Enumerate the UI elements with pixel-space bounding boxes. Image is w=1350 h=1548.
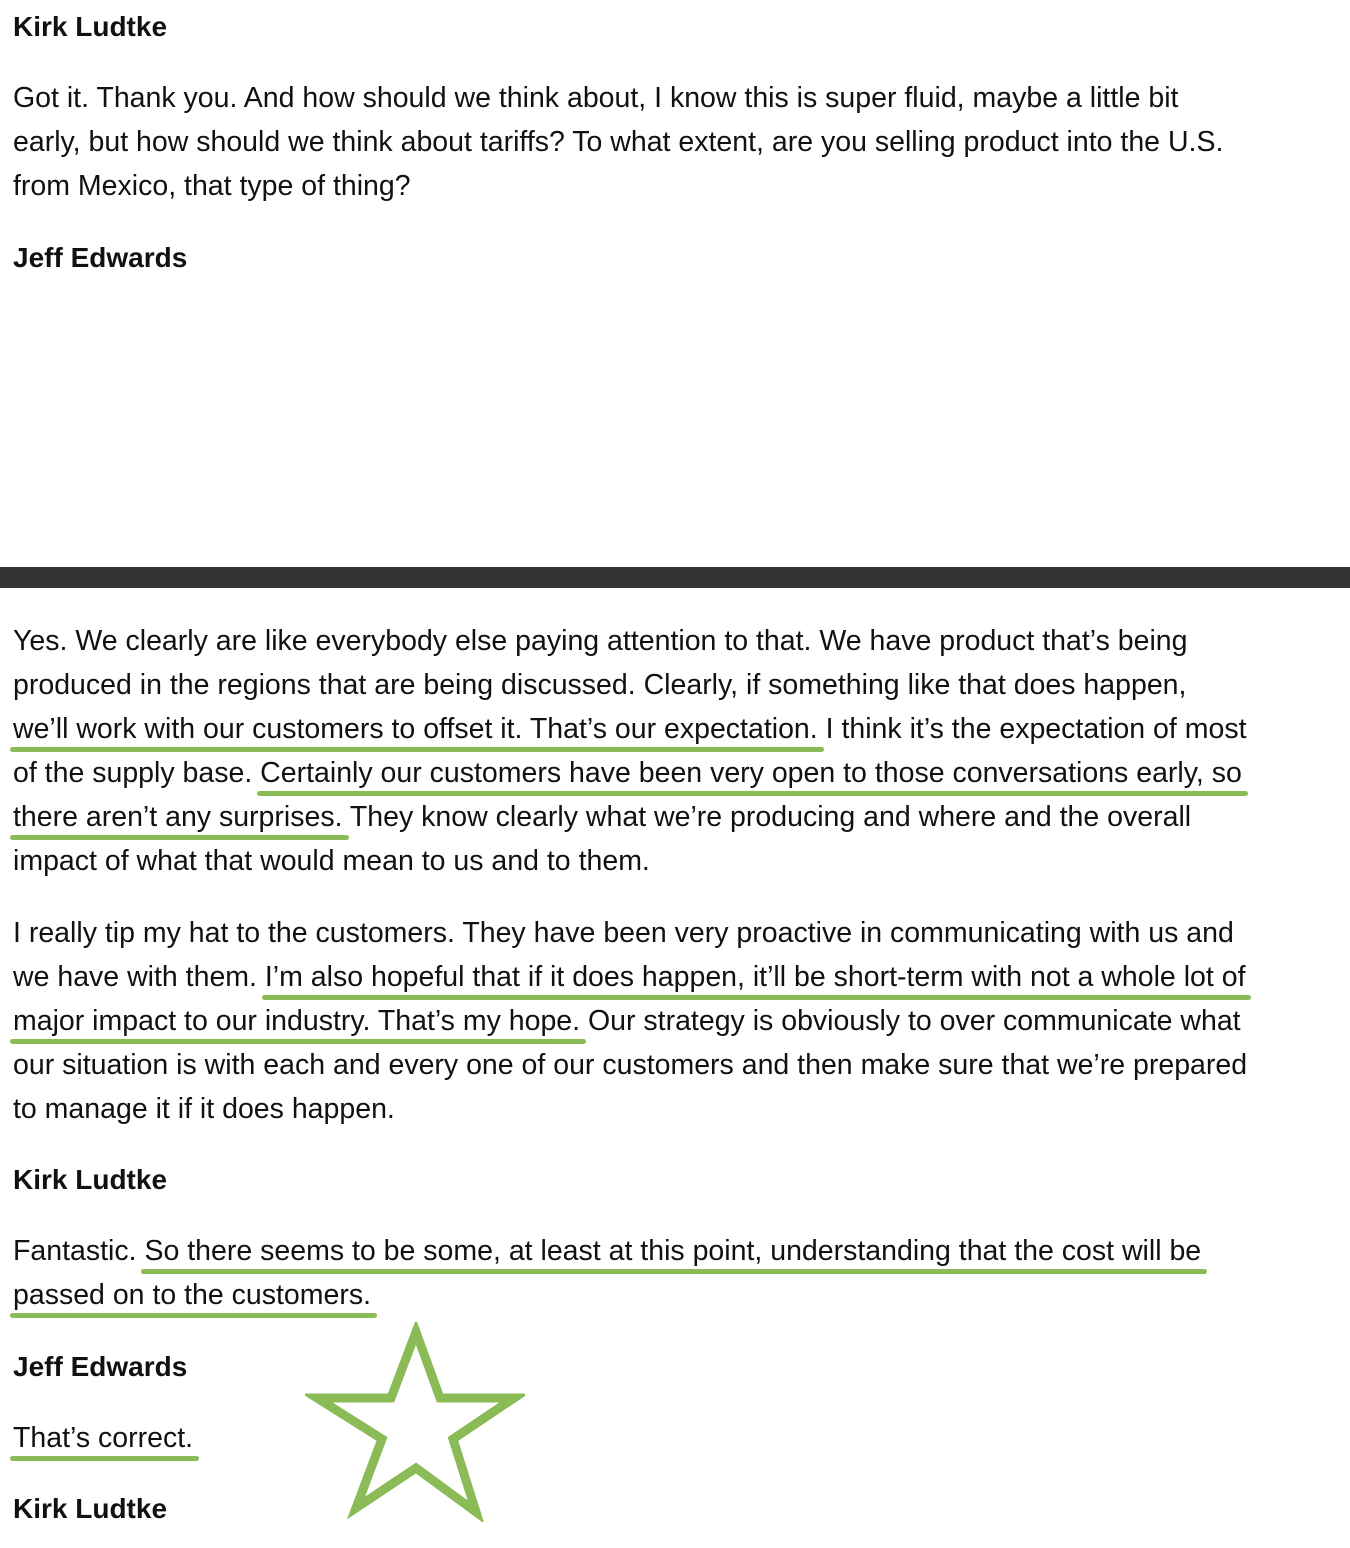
speaker-name: Kirk Ludtke (13, 1164, 168, 1195)
text-segment: Fantastic. (13, 1235, 145, 1267)
paragraph-answer-customers (13, 911, 1343, 1131)
text-segment: of the supply base. (13, 757, 261, 789)
paragraph-answer-tariffs (13, 619, 1343, 883)
section-divider (0, 567, 1350, 588)
highlighted-text: Certainly our customers have been very open to those conversations early, so (260, 757, 1242, 789)
text-line (13, 707, 1343, 751)
text-segment: They know clearly what we’re producing and where and the overall (342, 801, 1192, 833)
highlighted-text: So there seems to be some, at least at this point, understanding that the cost will be (144, 1235, 1202, 1267)
highlighted-text: passed on to the customers. (13, 1279, 372, 1311)
text-line: Yes. We clearly are like everybody else paying attention to that. We have product that’s being (13, 625, 1188, 657)
text-line: to manage it if it does happen. (13, 1093, 395, 1125)
paragraph-question-tariffs (13, 76, 1343, 208)
highlighted-text: there aren’t any surprises. (13, 801, 343, 833)
text-line: I really tip my hat to the customers. They have been very proactive in communicating with us and (13, 917, 1234, 949)
text-line: produced in the regions that are being discussed. Clearly, if something like that does happen, (13, 669, 1187, 701)
highlighted-text: major impact to our industry. That’s my hope. (13, 1005, 581, 1037)
speaker-name: Jeff Edwards (13, 1351, 188, 1382)
text-segment: I think it’s the expectation of most (817, 713, 1247, 745)
text-line: our situation is with each and every one of our customers and then make sure that we’re prepared (13, 1049, 1248, 1081)
text-line (13, 1416, 1343, 1460)
text-line: from Mexico, that type of thing? (13, 170, 411, 202)
text-segment: we have with them. (13, 961, 265, 993)
highlighted-text: I’m also hopeful that if it does happen, it’ll be short-term with not a whole lot of (264, 961, 1246, 993)
speaker-name: Jeff Edwards (13, 242, 188, 273)
text-line (13, 795, 1343, 839)
speaker-name: Kirk Ludtke (13, 1493, 168, 1524)
highlighted-text: we’ll work with our customers to offset it. That’s our expectation. (13, 713, 818, 745)
paragraph-answer-correct (13, 1416, 1343, 1460)
text-line (13, 999, 1343, 1043)
speaker-name: Kirk Ludtke (13, 11, 168, 42)
text-line: Got it. Thank you. And how should we think about, I know this is super fluid, maybe a little bit (13, 82, 1179, 114)
text-line (13, 1273, 1343, 1317)
text-segment: Our strategy is obviously to over communicate what (580, 1005, 1241, 1037)
text-line (13, 1229, 1343, 1273)
paragraph-question-cost (13, 1229, 1343, 1317)
text-line: early, but how should we think about tariffs? To what extent, are you selling product into the U.S. (13, 126, 1224, 158)
text-line (13, 955, 1343, 999)
highlighted-text: That’s correct. (13, 1422, 194, 1454)
text-line (13, 751, 1343, 795)
star-outline-icon (305, 1322, 525, 1522)
text-line: impact of what that would mean to us and to them. (13, 845, 650, 877)
